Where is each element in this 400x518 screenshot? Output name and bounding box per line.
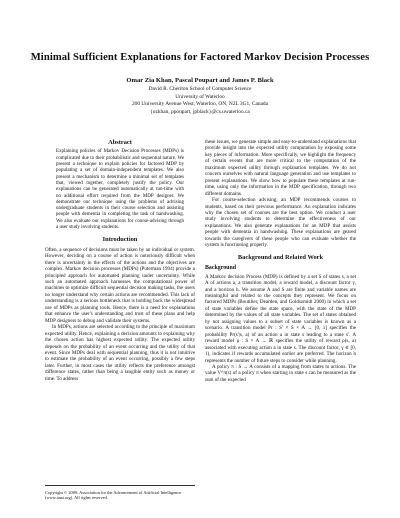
section-heading: Background and Related Work [237,253,324,261]
body-paragraph: For course-selection advising, an MDP recommends courses to students, based on their previous performance. An explanation indicates why the chosen set of courses are the best option. We conduct a user study involving students to determine the effectiveness of our explanations. We also generate explanations for an MDP that assists people with dementia in handwashing. These explanations are geared towards the caregivers of these people who can evaluate whether the system is functioning properly. [205,197,356,249]
introduction-paragraph: Often, a sequence of decisions must be taken by an individual or system. However, deciding on a course of action is notoriously difficult when there is uncertainty in the effects of the actions and the objectives are complex. Markov decision processes (MDPs) (Puterman 1994) provide a principled approach for automated planning under uncertainty. While such an automated approach harnesses the computational power of machines to optimize difficult sequential decision making tasks, the users no longer understand why certain actions are recommended. This lack of understanding is a serious bottleneck that is holding back the widespread use of MDPs as planning tools. Hence, there is a need for explanations that enhance the user's understanding and trust of these plans and help MDP designers to debug and validate their systems. [45,246,195,324]
background-paragraph: A policy π : S → A consists of a mapping from states to actions. The value V^π(s) of a policy π when starting in state s can be measured as the sum of the expected [205,363,356,383]
copyright-notice: Copyright © 2009, Association for the Advancement of Artificial Intelligence (www.aaai.org). All rights reserved. [45,485,195,501]
paper-title: Minimal Sufficient Explanations for Factored Markov Decision Processes [30,52,370,63]
subsection-heading: Background [205,265,236,272]
introduction-heading: Introduction [102,236,138,244]
affiliation-line: University of Waterloo [175,93,225,100]
left-column [45,140,195,382]
affiliation-emails: {ozkhan, ppoupart, jpblack}@cs.uwaterloo.ca [150,108,250,115]
body-paragraph: these issues, we generate simple and easy-to-understand explanations that provide insight into the expected utility computation by exposing some key pieces of information. More specifically, we highlight the frequency of certain events that are more critical to the computation of the maximum expected utility through explanation templates. We do not concern ourselves with natural language generation and use templates to present explanations. We show how to populate these templates at run-time, using only the information in the MDP specification, through two different domains. [205,139,356,197]
affiliation-line: 200 University Avenue West, Waterloo, ON, N2L 3G1, Canada [131,101,269,108]
abstract-heading: Abstract [108,139,132,146]
right-column [205,139,356,383]
affiliation-block [0,86,400,116]
background-paragraph: A Markov decision Process (MDP) is defined by a set S of states s, a set A of actions a, a transition model, a reward model, a discount factor γ, and a horizon h. We assume A and S are finite and variable names are meaningful and related to the concepts they represent. We focus on factored MDPs (Boutilier, Dearden, and Goldszmidt 2000) in which a set of state variables define the state space, with the state of the MDP determined by the values of all state variables. The set of states obtained by not assigning values to a subset of state variables is known as a scenario. A transition model Pr : S′ × S × A → [0, 1] specifies the probability Pr(s′|s, a) of an action a in state s leading to a state s′. A reward model ρ : S × A → ℝ specifies the utility of reward ρ(s, a) associated with executing action a in state s. The discount factor, γ ∈ [0, 1), indicates if rewards accumulated earlier are preferred. The horizon h represents the number of future steps to consider while planning. [205,273,356,364]
abstract-text: Explaining policies of Markov Decision Processes (MDPs) is complicated due to their probabilistic and sequential nature. We present a technique to explain policies for factored MDP by populating a set of domain-independent templates. We also present a mechanism to determine a minimal set of templates that, viewed together, completely justify the policy. Our explanations can be generated automatically at run-time with no additional effort required from the MDP designer. We demonstrate our technique using the problems of advising undergraduate students in their course selection and assisting people with dementia in completing the task of handwashing. We also evaluate our explanations for course-advising through a user study involving students. [56,149,184,231]
paper-authors: Omar Zia Khan, Pascal Poupart and James P. Black [126,77,274,84]
introduction-paragraph: In MDPs, actions are selected according to the principle of maximum expected utility. Hence, explaining a decision amounts to explaining why the chosen action has highest expected utility. The expected utility depends on the probability of an event occurring and the utility of that event. Since MDPs deal with sequential planning, thus it is not intuitive to estimate the probability of an event occurring, possibly a few steps later. Further, in most cases the utility reflects the preference amongst difference states, rather than being a tangible entity such as money or time. To address [45,324,195,382]
affiliation-line: David R. Cheriton School of Computer Science [148,86,252,92]
